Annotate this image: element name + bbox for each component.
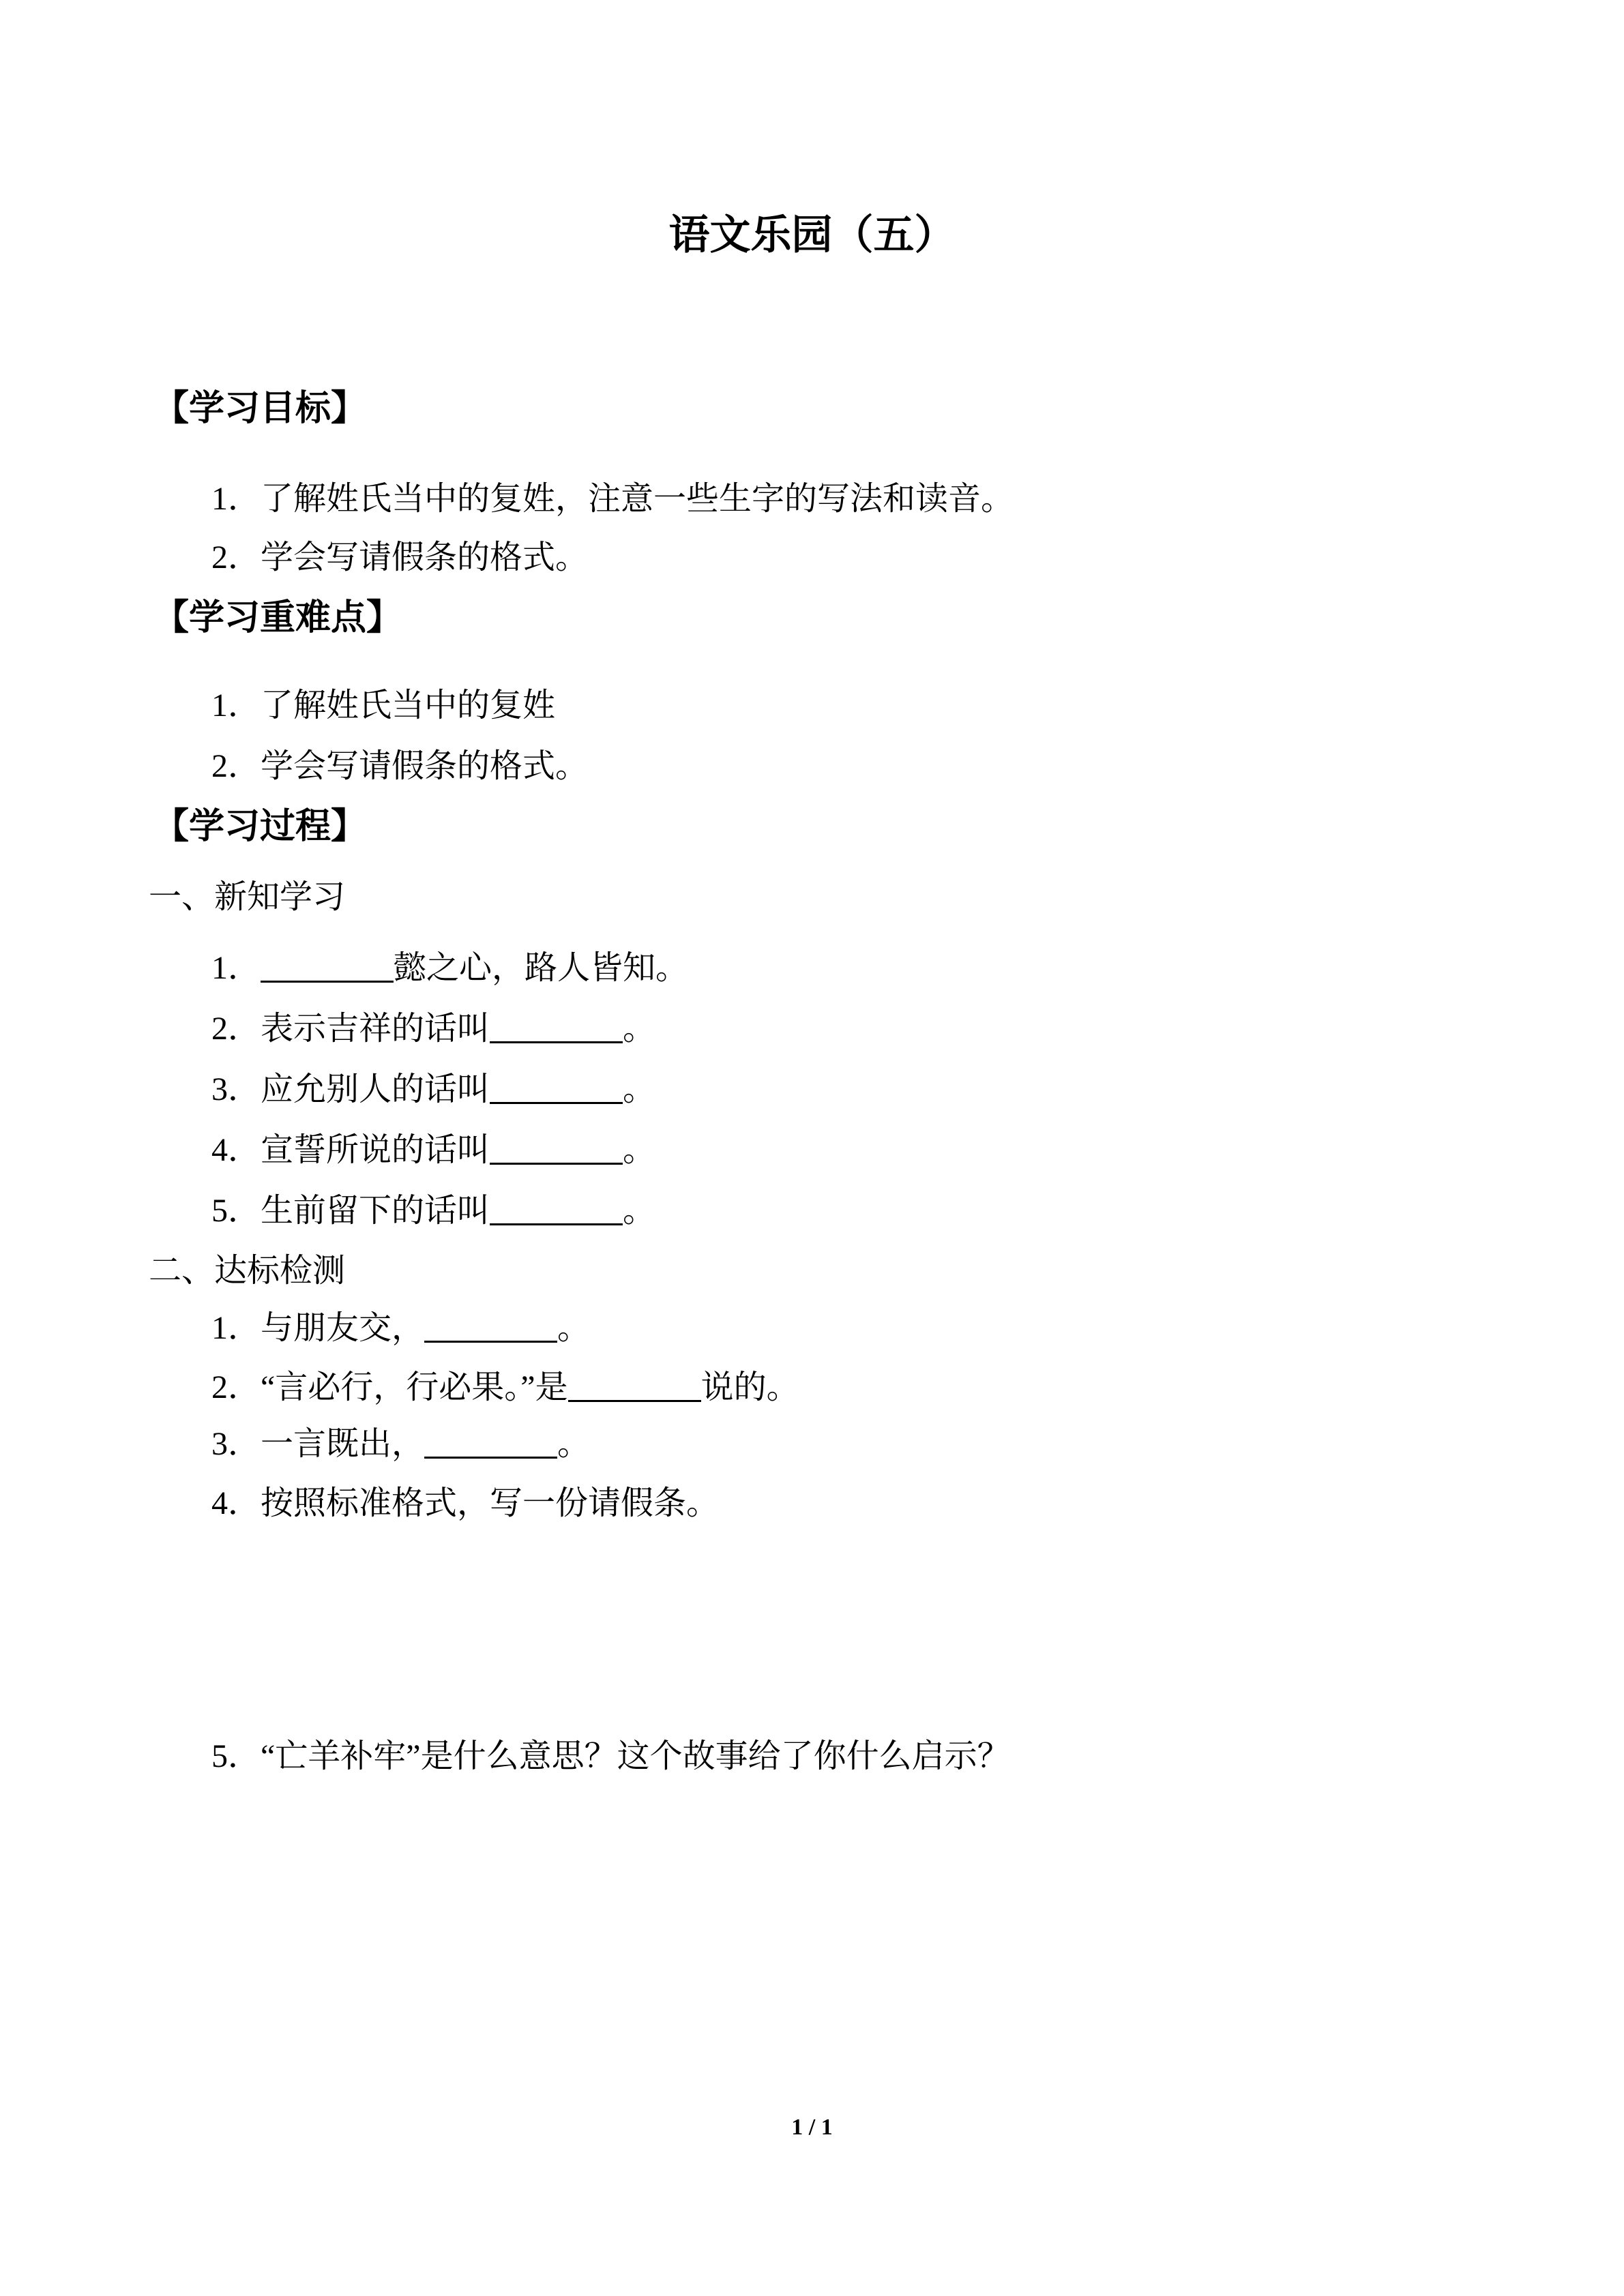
section-header-goals: 【学习目标】 [153, 389, 367, 428]
key-point-item-2: 2．学会写请假条的格式。 [211, 748, 589, 784]
goal-item-1: 1．了解姓氏当中的复姓，注意一些生字的写法和读音。 [211, 481, 1014, 517]
part1-item-5-pre: 5．生前留下的话叫 [211, 1193, 490, 1229]
part2-item-3 [211, 1428, 590, 1461]
section-header-process: 【学习过程】 [153, 807, 367, 846]
page-number: 1 / 1 [791, 2115, 833, 2140]
part2-item-3-post: 。 [557, 1426, 591, 1462]
blank-line [490, 1095, 623, 1104]
part1-item-5 [211, 1195, 655, 1227]
part1-item-4-pre: 4．宣誓所说的话叫 [211, 1132, 490, 1168]
part1-item-3 [211, 1073, 655, 1106]
goal-item-2: 2．学会写请假条的格式。 [211, 539, 589, 576]
part1-item-3-post: 。 [623, 1071, 656, 1107]
part1-item-2-post: 。 [623, 1011, 656, 1047]
part2-item-3-pre: 3．一言既出， [211, 1426, 425, 1462]
part1-item-4 [211, 1134, 655, 1167]
section-header-key-points: 【学习重难点】 [153, 599, 402, 638]
part2-item-5: 5．“亡羊补牢”是什么意思？这个故事给了你什么启示？ [211, 1738, 1010, 1774]
blank-line [424, 1334, 557, 1343]
part1-item-1 [211, 952, 688, 985]
part1-item-4-post: 。 [623, 1132, 656, 1168]
part2-item-1-post: 。 [557, 1310, 591, 1346]
blank-line [424, 1450, 557, 1459]
page-title: 语文乐园（五） [668, 213, 956, 258]
part2-item-2-post: 说的。 [700, 1369, 799, 1405]
part2-heading: 二、达标检测 [149, 1253, 346, 1289]
part2-item-4: 4．按照标准格式，写一份请假条。 [211, 1485, 720, 1521]
part1-item-2-pre: 2．表示吉祥的话叫 [211, 1011, 490, 1047]
part1-item-1-post: 懿之心，路人皆知。 [394, 950, 689, 986]
part2-item-2 [211, 1371, 799, 1404]
part2-item-1-pre: 1．与朋友交， [211, 1310, 425, 1346]
blank-line [490, 1217, 623, 1225]
key-point-item-1: 1．了解姓氏当中的复姓 [211, 687, 556, 724]
part1-item-5-post: 。 [623, 1193, 656, 1229]
blank-line [490, 1156, 623, 1165]
part1-item-1-pre: 1． [211, 950, 261, 986]
part2-item-1 [211, 1312, 590, 1345]
part1-item-2 [211, 1013, 655, 1045]
part1-heading: 一、新知学习 [149, 879, 346, 915]
blank-line [568, 1393, 701, 1402]
blank-line [490, 1034, 623, 1043]
part2-item-2-pre: 2．“言必行，行必果。”是 [211, 1369, 568, 1405]
blank-line [261, 974, 394, 983]
part1-item-3-pre: 3．应允别人的话叫 [211, 1071, 490, 1107]
